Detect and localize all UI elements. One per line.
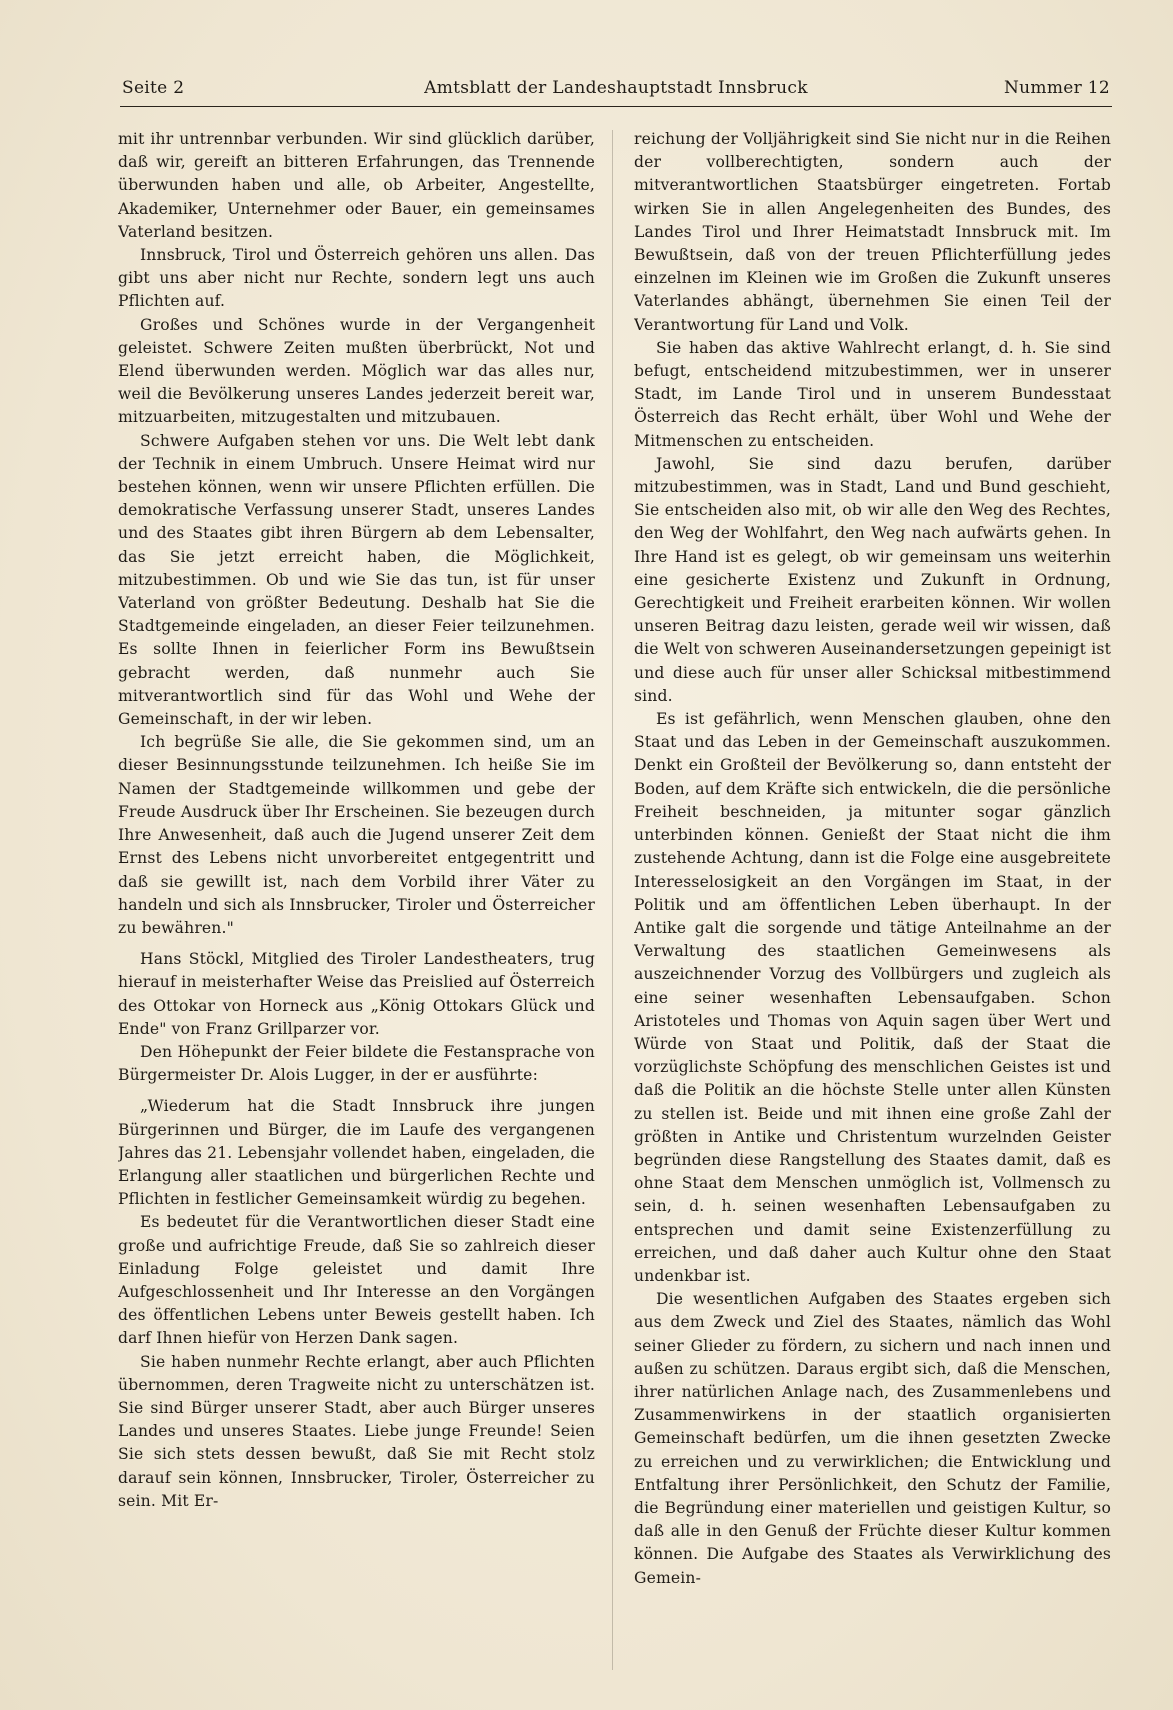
paragraph: Jawohl, Sie sind dazu berufen, darüber mitzubestimmen, was in Stadt, Land und Bund geschieht, Sie entscheiden also mit, ob wir alle den Weg des Rechtes, den Weg der Wohlfahrt, den Weg nach aufwärts gehen. In Ihre Hand ist es gelegt, ob wir gemeinsam uns weiterhin eine gesicherte Existenz und Zukunft in Ordnung, Gerechtigkeit und Freiheit erarbeiten können. Wir wollen unseren Beitrag dazu leisten, gerade weil wir wissen, daß die Welt von schweren Auseinandersetzungen gepeinigt ist und diese auch für unser aller Schicksal mitbestimmend sind. — [634, 454, 1111, 705]
paragraph: Großes und Schönes wurde in der Vergangenheit geleistet. Schwere Zeiten mußten überbrückt, Not und Elend überwunden werden. Möglich war das alles nur, weil die Bevölkerung unseres Landes jederzeit bereit war, mitzuarbeiten, mitzugestalten und mitzubauen. — [118, 315, 595, 427]
paragraph: Innsbruck, Tirol und Österreich gehören uns allen. Das gibt uns aber nicht nur Rechte, sondern legt uns auch Pflichten auf. — [118, 246, 595, 311]
paragraph: Ich begrüße Sie alle, die Sie gekommen sind, um an dieser Besinnungsstunde teilzunehmen. Ich heiße Sie im Namen der Stadtgemeinde willkommen und gebe der Freude Ausdruck über Ihr Erscheinen. Sie bezeugen durch Ihre Anwesenheit, daß auch die Jugend unserer Zeit dem Ernst des Lebens nicht unvorbereitet entgegentritt und daß sie gewillt ist, nach dem Vorbild ihrer Väter zu handeln und sich als Innsbrucker, Tiroler und Österreicher zu bewähren." — [118, 733, 595, 937]
paragraph: Hans Stöckl, Mitglied des Tiroler Landestheaters, trug hierauf in meisterhafter Weise das Preislied auf Österreich des Ottokar von Horneck aus „König Ottokars Glück und Ende" von Franz Grillparzer vor. — [118, 950, 595, 1038]
paragraph: Sie haben das aktive Wahlrecht erlangt, d. h. Sie sind befugt, entscheidend mitzubestimmen, wer in unserer Stadt, im Lande Tirol und in unserem Bundesstaat Österreich das Recht erhält, über Wohl und Wehe der Mitmenschen zu entscheiden. — [634, 338, 1111, 450]
paragraph: reichung der Volljährigkeit sind Sie nicht nur in die Reihen der vollberechtigten, sondern auch der mitverantwortlichen Staatsbürger eingetreten. Fortab wirken Sie in allen Angelegenheiten des Bundes, des Landes Tirol und Ihrer Heimatstadt Innsbruck mit. Im Bewußtsein, daß von der treuen Pflichterfüllung jedes einzelnen im Kleinen wie im Großen die Zukunft unseres Vaterlandes abhängt, übernehmen Sie einen Teil der Verantwortung für Land und Volk. — [634, 130, 1111, 334]
paragraph: Schwere Aufgaben stehen vor uns. Die Welt lebt dank der Technik in einem Umbruch. Unsere Heimat wird nur bestehen können, wenn wir unsere Pflichten erfüllen. Die demokratische Verfassung unserer Stadt, unseres Landes und des Staates gibt ihren Bürgern ab dem Lebensalter, das Sie jetzt erreicht haben, die Möglichkeit, mitzubestimmen. Ob und wie Sie das tun, ist für unser Vaterland von größter Bedeutung. Deshalb hat Sie die Stadtgemeinde eingeladen, an dieser Feier teilzunehmen. Es sollte Ihnen in feierlicher Form ins Bewußtsein gebracht werden, daß nunmehr auch Sie mitverantwortlich sind für das Wohl und Wehe der Gemeinschaft, in der wir leben. — [118, 431, 595, 729]
issue-number: Nummer 12 — [1004, 78, 1110, 98]
paragraph: Es bedeutet für die Verantwortlichen dieser Stadt eine große und aufrichtige Freude, daß Sie so zahlreich dieser Einladung Folge geleistet und damit Ihre Aufgeschlossenheit und Ihr Interesse an den Vorgängen des öffentlichen Lebens unter Beweis gestellt haben. Ich darf Ihnen hiefür von Herzen Dank sagen. — [118, 1213, 595, 1348]
right-column — [634, 128, 1111, 1673]
left-column — [118, 128, 595, 1673]
column-divider — [612, 130, 613, 1670]
paragraph: mit ihr untrennbar verbunden. Wir sind glücklich darüber, daß wir, gereift an bitteren Erfahrungen, das Trennende überwunden haben und alle, ob Arbeiter, Angestellte, Akademiker, Unternehmer oder Bauer, ein gemeinsames Vaterland besitzen. — [118, 130, 595, 241]
paragraph: Es ist gefährlich, wenn Menschen glauben, ohne den Staat und das Leben in der Gemeinschaft auszukommen. Denkt ein Großteil der Bevölkerung so, dann entsteht der Boden, auf dem Kräfte sich entwickeln, die die persönliche Freiheit beschneiden, ja mitunter sogar gänzlich unterbinden können. Genießt der Staat nicht die ihm zustehende Achtung, dann ist die Folge eine ausgebreitete Interesselosigkeit an den Vorgängen im Staat, in der Politik und am öffentlichen Leben überhaupt. In der Antike galt die sorgende und tätige Anteilnahme an der Verwaltung des staatlichen Gemeinwesens als auszeichnender Vorzug des Vollbürgers und zugleich als eine seiner wesenhaften Lebensaufgaben. Schon Aristoteles und Thomas von Aquin sagen über Wert und Würde von Staat und Politik, daß der Staat die vorzüglichste Schöpfung des menschlichen Geistes ist und daß die Politik an die höchste Stelle unter allen Künsten zu stellen ist. Beide und mit ihnen eine große Zahl der größten in Antike und Christentum wurzelnden Geister begründen diese Rangstellung des Staates damit, daß es ohne Staat dem Menschen unmöglich ist, Vollmensch zu sein, d. h. seinen wesenhaften Lebensaufgaben zu entsprechen und damit seine Existenzerfüllung zu erreichen, und daß daher auch Kultur ohne den Staat undenkbar ist. — [634, 710, 1111, 1285]
paragraph: Sie haben nunmehr Rechte erlangt, aber auch Pflichten übernommen, deren Tragweite nicht zu unterschätzen ist. Sie sind Bürger unserer Stadt, aber auch Bürger unseres Landes und unseres Staates. Liebe junge Freunde! Seien Sie sich stets dessen bewußt, daß Sie mit Recht stolz darauf sein können, Innsbrucker, Tiroler, Österreicher zu sein. Mit Er- — [118, 1352, 595, 1510]
paragraph: Den Höhepunkt der Feier bildete die Festansprache von Bürgermeister Dr. Alois Lugger, in der er ausführte: — [118, 1042, 595, 1085]
header-rule — [120, 106, 1112, 107]
page-number: Seite 2 — [122, 78, 185, 98]
publication-title: Amtsblatt der Landeshauptstadt Innsbruck — [424, 78, 808, 98]
paragraph: „Wiederum hat die Stadt Innsbruck ihre jungen Bürgerinnen und Bürger, die im Laufe des vergangenen Jahres das 21. Lebensjahr vollendet haben, eingeladen, die Erlangung aller staatlichen und bürgerlichen Rechte und Pflichten in festlicher Gemeinsamkeit würdig zu begehen. — [118, 1097, 595, 1209]
paragraph: Die wesentlichen Aufgaben des Staates ergeben sich aus dem Zweck und Ziel des Staates, nämlich das Wohl seiner Glieder zu fördern, zu sichern und nach innen und außen zu schützen. Daraus ergibt sich, daß die Menschen, ihrer natürlichen Anlage nach, des Zusammenlebens und Zusammenwirkens in der staatlich organisierten Gemeinschaft bedürfen, um die ihnen gesetzten Zwecke zu erreichen und zu verwirklichen; die Entwicklung und Entfaltung ihrer Persönlichkeit, den Schutz der Familie, die Begründung einer materiellen und geistigen Kultur, so daß alle in den Genuß der Früchte dieser Kultur kommen können. Die Aufgabe des Staates als Verwirklichung des Gemein- — [634, 1290, 1111, 1587]
page-header — [122, 78, 1110, 108]
